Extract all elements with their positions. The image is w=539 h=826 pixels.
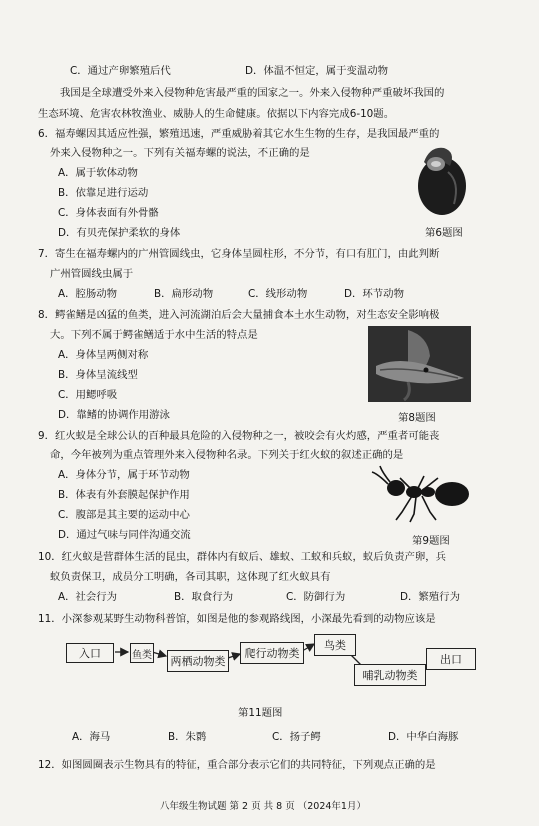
q5-option-c: C．通过产卵繁殖后代 [70,65,171,77]
q8-option-b: B．身体呈流线型 [58,369,138,381]
flow-node-amphibians: 两栖动物类 [167,650,229,672]
q8-option-a: A．身体呈两侧对称 [58,349,149,361]
q6-option-d: D．有贝壳保护柔软的身体 [58,227,181,239]
q9-figure-caption: 第9题图 [412,535,450,547]
q10-option-c: C．防御行为 [286,591,346,603]
q5-option-d: D．体温不恒定，属于变温动物 [245,65,389,77]
q9-option-d: D．通过气味与同伴沟通交流 [58,529,191,541]
q9-option-a: A．身体分节，属于环节动物 [58,469,190,481]
q11-option-a: A．海马 [72,731,111,743]
q7-option-b: B．扁形动物 [154,288,214,300]
q6-stem-1: 6．福寿螺因其适应性强，繁殖迅速，严重威胁着其它水生生物的生存，是我国最严重的 [38,128,440,140]
q8-figure-caption: 第8题图 [398,412,436,424]
q9-stem-2: 命，今年被列为重点管理外来入侵物种名录。下列关于红火蚁的叙述正确的是 [50,449,404,461]
flow-node-birds: 鸟类 [314,634,356,656]
q8-stem-2: 大。下列不属于鳄雀鳝适于水中生活的特点是 [50,329,258,341]
q10-option-d: D．繁殖行为 [400,591,460,603]
q11-option-b: B．朱鹮 [168,731,207,743]
q10-option-b: B．取食行为 [174,591,234,603]
apple-snail-image [410,142,470,218]
q10-option-a: A．社会行为 [58,591,118,603]
q7-option-a: A．腔肠动物 [58,288,118,300]
q6-figure-caption: 第6题图 [425,227,463,239]
flow-node-entrance: 入口 [66,643,114,663]
q6-option-a: A．属于软体动物 [58,167,138,179]
flow-node-fish: 鱼类 [130,643,154,663]
q7-stem-1: 7．寄生在福寿螺内的广州管圆线虫，它身体呈圆柱形，不分节，有口有肛门，由此判断 [38,248,440,260]
q11-option-c: C．扬子鳄 [272,731,321,743]
q11-figure-caption: 第11题图 [238,707,283,719]
intro-line-1: 我国是全球遭受外来入侵物种危害最严重的国家之一。外来入侵物种严重破坏我国的 [60,87,445,99]
q7-option-c: C．线形动物 [248,288,308,300]
q6-stem-2: 外来入侵物种之一。下列有关福寿螺的说法，不正确的是 [50,147,310,159]
q11-option-d: D．中华白海豚 [388,731,459,743]
flow-node-exit: 出口 [426,648,476,670]
q11-stem: 11．小深参观某野生动物科普馆，如图是他的参观路线图，小深最先看到的动物应该是 [38,613,436,625]
flow-node-reptiles: 爬行动物类 [240,642,304,664]
q8-option-c: C．用鳃呼吸 [58,389,118,401]
q6-option-b: B．依靠足进行运动 [58,187,149,199]
q12-stem: 12．如图圆圈表示生物具有的特征，重合部分表示它们的共同特征，下列观点正确的是 [38,759,436,771]
intro-line-2: 生态环境、危害农林牧渔业、威胁人的生命健康。依据以下内容完成6-10题。 [38,108,395,120]
q8-stem-1: 8．鳄雀鳝是凶猛的鱼类，进入河流湖泊后会大量捕食本土水生动物，对生态安全影响极 [38,309,440,321]
fire-ant-image [366,462,478,526]
q9-option-b: B．体表有外套膜起保护作用 [58,489,190,501]
q6-option-c: C．身体表面有外骨骼 [58,207,159,219]
q9-option-c: C．腹部是其主要的运动中心 [58,509,190,521]
page-footer: 八年级生物试题 第 2 页 共 8 页 （2024年1月） [160,801,366,812]
q9-stem-1: 9．红火蚁是全球公认的百种最具危险的入侵物种之一，被咬会有火灼感，严重者可能丧 [38,430,440,442]
q10-stem-1: 10．红火蚁是营群体生活的昆虫，群体内有蚁后、雄蚁、工蚁和兵蚁，蚁后负责产卵，兵 [38,551,447,563]
q7-option-d: D．环节动物 [344,288,404,300]
q8-option-d: D．靠鳍的协调作用游泳 [58,409,170,421]
gar-fish-image [368,326,471,402]
flow-node-mammals: 哺乳动物类 [354,664,426,686]
q7-stem-2: 广州管圆线虫属于 [50,268,134,280]
q10-stem-2: 蚁负责保卫，成员分工明确，各司其职，这体现了红火蚁具有 [50,571,331,583]
